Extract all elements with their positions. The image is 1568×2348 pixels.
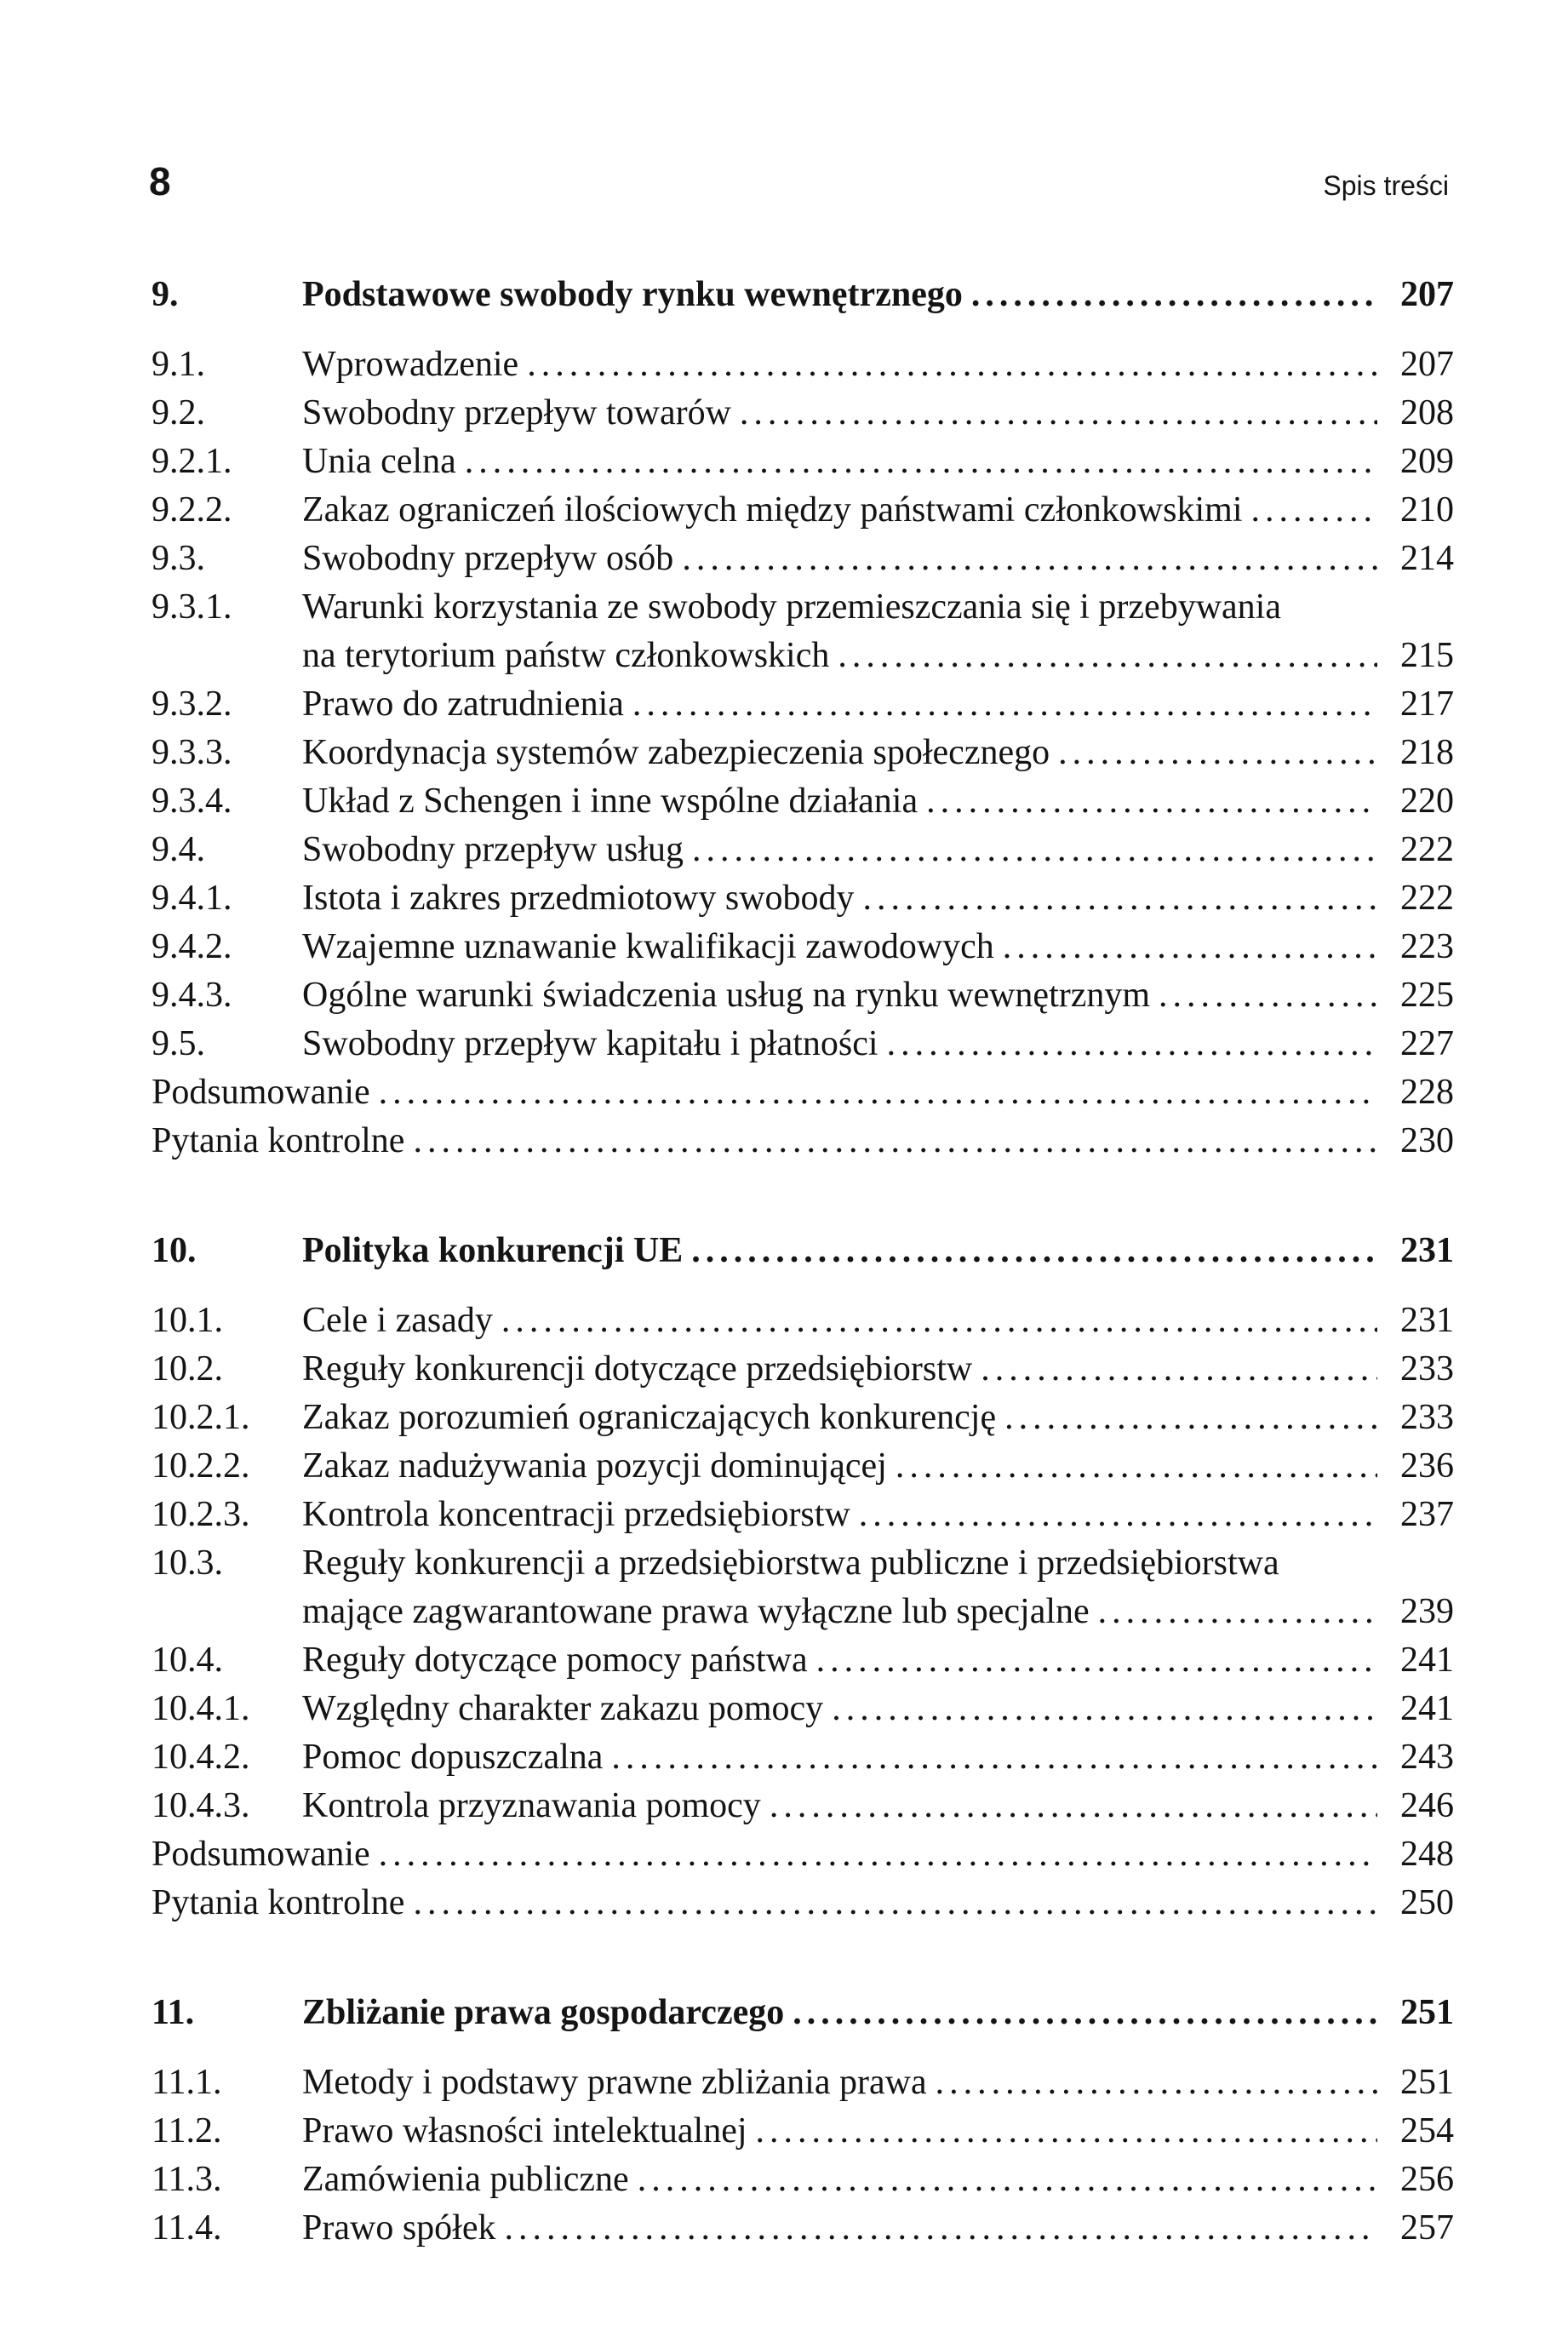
toc-entry — [152, 1020, 1454, 1068]
entry-number: 10.1. — [152, 1301, 223, 1340]
dot-leader — [501, 1297, 1377, 1345]
entry-page: 207 — [1400, 345, 1454, 384]
dot-leader — [832, 1685, 1377, 1733]
entry-title: Zakaz porozumień ograniczających konkurencję — [302, 1398, 997, 1437]
dot-leader — [379, 1068, 1377, 1117]
entry-number: 9.4.3. — [152, 976, 232, 1015]
entry-page: 220 — [1400, 782, 1454, 821]
dot-leader — [926, 777, 1377, 826]
entry-number: 9.2.2. — [152, 490, 232, 530]
dot-leader — [691, 1227, 1377, 1275]
toc-entry — [152, 971, 1454, 1020]
toc-entry — [152, 1685, 1454, 1733]
entry-title: Swobodny przepływ usług — [302, 830, 684, 869]
entry-number: 10.3. — [152, 1543, 223, 1583]
entry-page: 223 — [1400, 927, 1454, 966]
entry-title: Względny charakter zakazu pomocy — [302, 1689, 824, 1728]
chapter-title: Podstawowe swobody rynku wewnętrznego — [302, 275, 963, 314]
entry-title: Prawo spółek — [302, 2208, 496, 2248]
entry-page: 217 — [1400, 684, 1454, 724]
running-head: Spis treści — [1323, 170, 1449, 201]
dot-leader — [413, 1879, 1377, 1927]
toc-entry — [152, 535, 1454, 583]
dot-leader — [793, 1989, 1377, 2037]
entry-number: 11.2. — [152, 2111, 222, 2150]
chapter-page: 207 — [1400, 275, 1454, 314]
entry-page: 237 — [1400, 1495, 1454, 1534]
entry-number: 9.4.1. — [152, 879, 232, 918]
entry-number: 9.2. — [152, 393, 205, 432]
toc-entry — [152, 1782, 1454, 1830]
entry-page: 243 — [1400, 1738, 1454, 1777]
entry-number: 11.4. — [152, 2208, 222, 2248]
entry-number: 10.2.3. — [152, 1495, 250, 1534]
entry-title: Kontrola przyznawania pomocy — [302, 1786, 761, 1825]
page-number: 8 — [149, 159, 171, 203]
entry-title: Prawo własności intelektualnej — [302, 2111, 747, 2150]
dot-leader — [692, 826, 1377, 874]
page-header — [149, 158, 1449, 209]
toc-entry-continuation — [152, 1588, 1454, 1636]
entry-title: Podsumowanie — [152, 1835, 370, 1874]
dot-leader — [465, 438, 1377, 486]
dot-leader — [527, 341, 1377, 389]
entry-title: Układ z Schengen i inne wspólne działania — [302, 782, 918, 821]
entry-number: 9.3.3. — [152, 733, 232, 772]
toc-entry — [152, 438, 1454, 486]
entry-title: Reguły konkurencji dotyczące przedsiębiorstw — [302, 1349, 973, 1389]
entry-page: 208 — [1400, 393, 1454, 432]
toc-entry — [152, 729, 1454, 777]
dot-leader — [379, 1830, 1377, 1879]
toc-chapter-heading — [152, 1989, 1454, 2059]
entry-title: Metody i podstawy prawne zbliżania prawa — [302, 2063, 927, 2102]
dot-leader — [632, 680, 1377, 729]
entry-page: 225 — [1400, 976, 1454, 1015]
toc-entry — [152, 1733, 1454, 1782]
entry-page: 230 — [1400, 1121, 1454, 1160]
toc-chapter-heading — [152, 271, 1454, 341]
dot-leader — [936, 2059, 1377, 2107]
dot-leader — [838, 632, 1377, 680]
entry-page: 254 — [1400, 2111, 1454, 2150]
toc-entry — [152, 923, 1454, 971]
entry-title: Podsumowanie — [152, 1073, 370, 1112]
toc-entry — [152, 1539, 1454, 1588]
toc-entry — [152, 680, 1454, 729]
toc-entry — [152, 2156, 1454, 2204]
entry-title: Swobodny przepływ towarów — [302, 393, 731, 432]
entry-title: Unia celna — [302, 442, 456, 481]
toc-entry — [152, 2059, 1454, 2107]
chapter-title: Polityka konkurencji UE — [302, 1231, 684, 1270]
entry-number: 9.1. — [152, 345, 205, 384]
toc-chapter-heading — [152, 1227, 1454, 1297]
dot-leader — [504, 2204, 1377, 2253]
entry-number: 10.2.1. — [152, 1398, 250, 1437]
entry-page: 233 — [1400, 1398, 1454, 1437]
entry-page: 222 — [1400, 830, 1454, 869]
toc-entry — [152, 1830, 1454, 1879]
dot-leader — [859, 1491, 1377, 1539]
entry-title-continued: na terytorium państw członkowskich — [302, 636, 830, 675]
entry-title: Swobodny przepływ kapitału i płatności — [302, 1024, 878, 1063]
entry-page: 241 — [1400, 1641, 1454, 1680]
entry-page: 218 — [1400, 733, 1454, 772]
entry-number: 9.3.4. — [152, 782, 232, 821]
dot-leader — [887, 1020, 1377, 1068]
entry-page: 215 — [1400, 636, 1454, 675]
toc-entry — [152, 1442, 1454, 1491]
toc-entry — [152, 2107, 1454, 2156]
toc-entry — [152, 2204, 1454, 2253]
toc-entry — [152, 1491, 1454, 1539]
dot-leader — [413, 1117, 1377, 1165]
toc-entry — [152, 1636, 1454, 1685]
dot-leader — [682, 535, 1377, 583]
entry-number: 9.3. — [152, 539, 205, 578]
entry-number: 9.5. — [152, 1024, 205, 1063]
toc-entry — [152, 826, 1454, 874]
dot-leader — [896, 1442, 1377, 1491]
toc-entry — [152, 1068, 1454, 1117]
dot-leader — [816, 1636, 1377, 1685]
entry-number: 9.2.1. — [152, 442, 232, 481]
entry-number: 9.3.2. — [152, 684, 232, 724]
toc-entry — [152, 389, 1454, 438]
entry-title: Koordynacja systemów zabezpieczenia społecznego — [302, 733, 1050, 772]
entry-title: Ogólne warunki świadczenia usług na rynku wewnętrznym — [302, 976, 1151, 1015]
entry-title: Prawo do zatrudnienia — [302, 684, 624, 724]
entry-page: 210 — [1400, 490, 1454, 530]
entry-page: 231 — [1400, 1301, 1454, 1340]
toc-entry — [152, 874, 1454, 923]
dot-leader — [611, 1733, 1377, 1782]
toc-entry — [152, 1117, 1454, 1165]
dot-leader — [638, 2156, 1377, 2204]
entry-title: Pytania kontrolne — [152, 1883, 405, 1922]
chapter-number: 10. — [152, 1231, 197, 1270]
entry-number: 10.4.2. — [152, 1738, 250, 1777]
entry-page: 228 — [1400, 1073, 1454, 1112]
entry-number: 9.4. — [152, 830, 205, 869]
dot-leader — [1159, 971, 1377, 1020]
dot-leader — [971, 271, 1377, 319]
entry-page: 250 — [1400, 1883, 1454, 1922]
entry-page: 256 — [1400, 2160, 1454, 2199]
entry-number: 10.4.1. — [152, 1689, 250, 1728]
entry-number: 10.4.3. — [152, 1786, 250, 1825]
entry-title: Swobodny przepływ osób — [302, 539, 674, 578]
toc-chapter — [152, 271, 1454, 1165]
dot-leader — [981, 1345, 1377, 1394]
dot-leader — [863, 874, 1377, 923]
dot-leader — [1251, 486, 1378, 535]
dot-leader — [1058, 729, 1377, 777]
entry-number: 10.2. — [152, 1349, 223, 1389]
entry-title: Warunki korzystania ze swobody przemieszczania się i przebywania — [302, 587, 1281, 627]
entry-number: 10.4. — [152, 1641, 223, 1680]
entry-number: 11.3. — [152, 2160, 222, 2199]
entry-title: Kontrola koncentracji przedsiębiorstw — [302, 1495, 850, 1534]
entry-title: Istota i zakres przedmiotowy swobody — [302, 879, 855, 918]
entry-number: 9.4.2. — [152, 927, 232, 966]
entry-page: 209 — [1400, 442, 1454, 481]
entry-page: 233 — [1400, 1349, 1454, 1389]
entry-title: Wzajemne uznawanie kwalifikacji zawodowych — [302, 927, 994, 966]
entry-title: Zakaz ograniczeń ilościowych między państwami członkowskimi — [302, 490, 1243, 530]
entry-title: Wprowadzenie — [302, 345, 519, 384]
entry-title: Reguły konkurencji a przedsiębiorstwa publiczne i przedsiębiorstwa — [302, 1543, 1279, 1583]
chapter-number: 9. — [152, 275, 179, 314]
toc-entry — [152, 777, 1454, 826]
entry-title: Cele i zasady — [302, 1301, 493, 1340]
entry-page: 227 — [1400, 1024, 1454, 1063]
entry-page: 257 — [1400, 2208, 1454, 2248]
dot-leader — [756, 2107, 1377, 2156]
toc-entry — [152, 1394, 1454, 1442]
chapter-title: Zbliżanie prawa gospodarczego — [302, 1993, 785, 2032]
dot-leader — [1098, 1588, 1377, 1636]
entry-number: 10.2.2. — [152, 1446, 250, 1486]
entry-title: Zakaz nadużywania pozycji dominującej — [302, 1446, 887, 1486]
dot-leader — [740, 389, 1377, 438]
toc-entry — [152, 486, 1454, 535]
entry-page: 236 — [1400, 1446, 1454, 1486]
entry-page: 239 — [1400, 1592, 1454, 1631]
chapter-page: 231 — [1400, 1231, 1454, 1270]
toc-chapter — [152, 1989, 1454, 2253]
table-of-contents — [152, 271, 1454, 2314]
entry-title: Pytania kontrolne — [152, 1121, 405, 1160]
toc-entry — [152, 1345, 1454, 1394]
entry-page: 248 — [1400, 1835, 1454, 1874]
entry-page: 214 — [1400, 539, 1454, 578]
chapter-number: 11. — [152, 1993, 195, 2032]
entry-number: 9.3.1. — [152, 587, 232, 627]
toc-entry — [152, 583, 1454, 632]
entry-title: Zamówienia publiczne — [302, 2160, 629, 2199]
dot-leader — [1004, 1394, 1377, 1442]
toc-chapter — [152, 1227, 1454, 1927]
entry-page: 222 — [1400, 879, 1454, 918]
entry-page: 241 — [1400, 1689, 1454, 1728]
entry-number: 11.1. — [152, 2063, 222, 2102]
dot-leader — [770, 1782, 1377, 1830]
entry-title: Reguły dotyczące pomocy państwa — [302, 1641, 808, 1680]
toc-entry — [152, 341, 1454, 389]
chapter-page: 251 — [1400, 1993, 1454, 2032]
entry-page: 246 — [1400, 1786, 1454, 1825]
dot-leader — [1003, 923, 1377, 971]
toc-entry-continuation — [152, 632, 1454, 680]
toc-entry — [152, 1879, 1454, 1927]
entry-page: 251 — [1400, 2063, 1454, 2102]
entry-title: Pomoc dopuszczalna — [302, 1738, 604, 1777]
toc-entry — [152, 1297, 1454, 1345]
entry-title-continued: mające zagwarantowane prawa wyłączne lub specjalne — [302, 1592, 1090, 1631]
